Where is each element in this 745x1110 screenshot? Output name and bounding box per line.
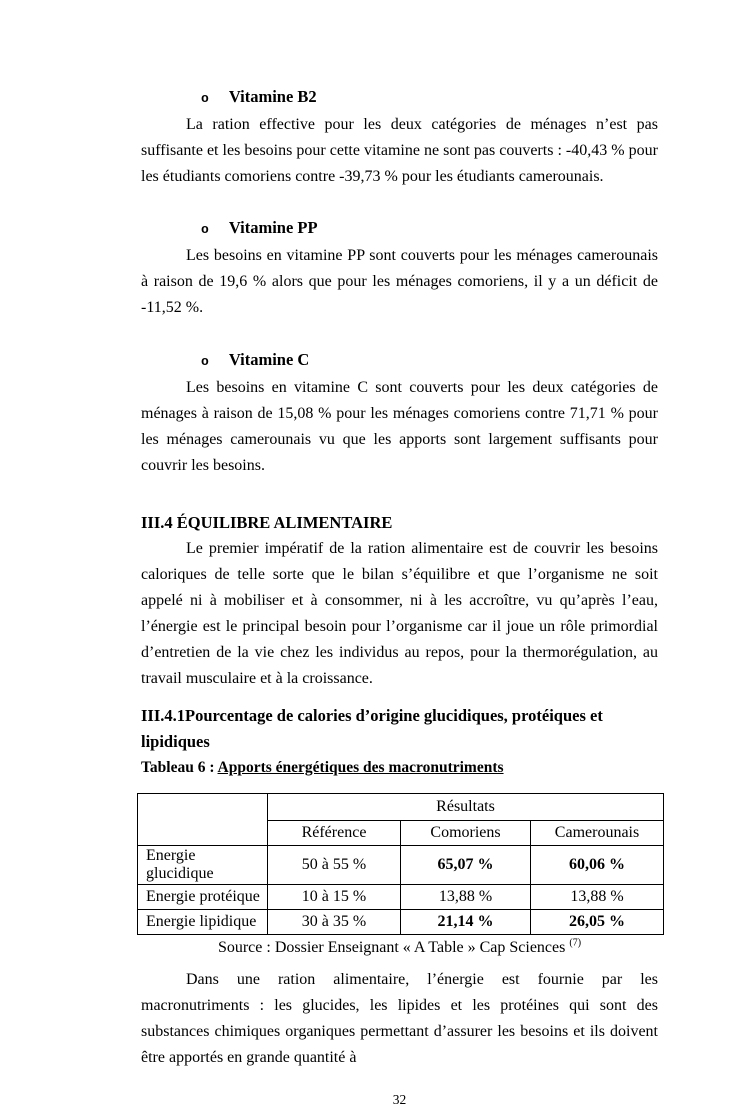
row-label-glucidique: Energie glucidique xyxy=(138,846,268,885)
table-row xyxy=(138,910,664,935)
list-bullet-icon: o xyxy=(201,354,209,369)
cell-proteique-comoriens: 13,88 % xyxy=(401,885,531,910)
table-header-row-results xyxy=(138,794,664,821)
table-row xyxy=(138,846,664,885)
cell-glucidique-comoriens: 65,07 % xyxy=(401,846,531,885)
heading-vitamine-c xyxy=(141,347,658,375)
page-number: 32 xyxy=(392,1092,407,1107)
heading-vitamine-b2-label: Vitamine B2 xyxy=(228,87,317,106)
paragraph-equilibre: Le premier impératif de la ration alimentaire est de couvrir les besoins caloriques de telle sorte que le bilan s’équilibre et que l’organisme ne soit appelé ni à mobiliser et à consommer, ni à les accroître, vu qu’après l’eau, l’énergie est le principal besoin pour l’organisme car il joue un rôle primordial d’entretien de la vie chez les individus au repos, pour la thermorégulation, au travail musculaire et à la croissance. xyxy=(141,540,658,687)
table-corner-cell xyxy=(138,794,268,846)
table-row xyxy=(138,885,664,910)
cell-glucidique-reference: 50 à 55 % xyxy=(268,846,401,885)
section-heading-pourcentage-calories: III.4.1Pourcentage de calories d’origine glucidiques, protéiques et lipidiques xyxy=(141,706,603,751)
paragraph-vitamine-c: Les besoins en vitamine C sont couverts pour les deux catégories de ménages à raison de 15,08 % pour les ménages comoriens contre 71,71 % pour les ménages camerounais vu que les apports sont largement suffisants pour couvrir les besoins. xyxy=(141,379,658,474)
list-bullet-icon: o xyxy=(201,222,209,237)
cell-lipidique-reference: 30 à 35 % xyxy=(268,910,401,935)
cell-lipidique-comoriens: 21,14 % xyxy=(401,910,531,935)
table-source xyxy=(141,935,658,961)
paragraph-vitamine-b2: La ration effective pour les deux catégories de ménages n’est pas suffisante et les besoins pour cette vitamine ne sont pas couverts : -40,43 % pour les étudiants comoriens contre -39,73 % pour les étudiants camerounais. xyxy=(141,116,658,185)
table-header-camerounais: Camerounais xyxy=(531,821,664,846)
table-caption-title: Apports énergétiques des macronutriments xyxy=(217,759,504,776)
source-footnote-ref: (7) xyxy=(569,937,582,949)
paragraph-macronutriments: Dans une ration alimentaire, l’énergie est fournie par les macronutriments : les glucides, les lipides et les protéines qui sont des substances chimiques organiques permettant d’assurer les besoins et ils doivent être apportés en grande quantité à xyxy=(141,971,658,1066)
table-source-text: Source : Dossier Enseignant « A Table » Cap Sciences xyxy=(217,939,566,956)
cell-lipidique-camerounais: 26,05 % xyxy=(531,910,664,935)
paragraph-vitamine-pp: Les besoins en vitamine PP sont couverts pour les ménages camerounais à raison de 19,6 % alors que pour les ménages comoriens, il y a un déficit de -11,52 %. xyxy=(141,247,658,316)
heading-vitamine-c-label: Vitamine C xyxy=(228,350,310,369)
cell-proteique-camerounais: 13,88 % xyxy=(531,885,664,910)
macronutrients-table xyxy=(137,793,664,935)
heading-vitamine-pp-label: Vitamine PP xyxy=(228,218,318,237)
heading-vitamine-b2 xyxy=(141,84,658,112)
cell-glucidique-camerounais: 60,06 % xyxy=(531,846,664,885)
row-label-proteique: Energie protéique xyxy=(138,885,268,910)
section-heading-equilibre-alimentaire: III.4 ÉQUILIBRE ALIMENTAIRE xyxy=(141,513,393,532)
row-label-lipidique: Energie lipidique xyxy=(138,910,268,935)
cell-proteique-reference: 10 à 15 % xyxy=(268,885,401,910)
table-caption-prefix: Tableau 6 : xyxy=(141,759,218,776)
list-bullet-icon: o xyxy=(201,91,209,106)
table-header-reference: Référence xyxy=(268,821,401,846)
heading-vitamine-pp xyxy=(141,215,658,243)
table-caption xyxy=(141,755,658,781)
table-header-comoriens: Comoriens xyxy=(401,821,531,846)
table-header-results: Résultats xyxy=(268,794,664,821)
